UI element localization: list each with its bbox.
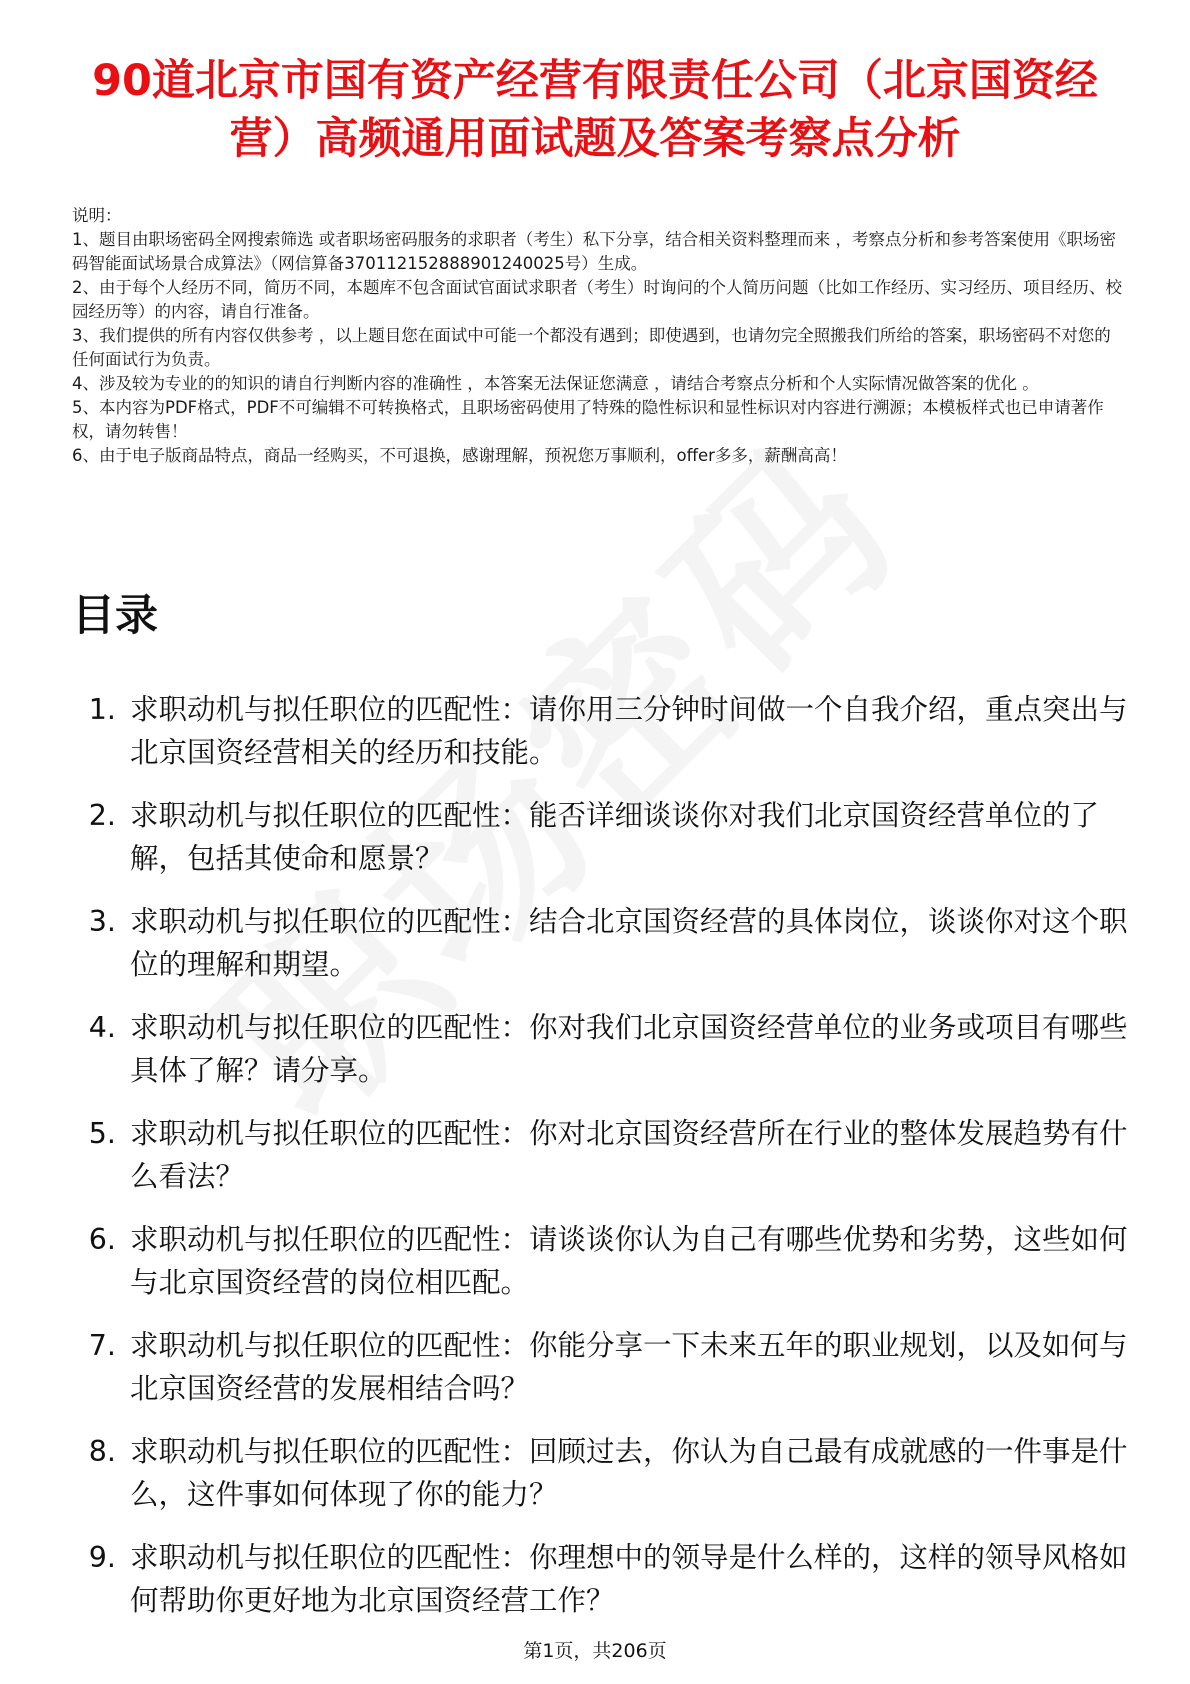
note-item: 5、本内容为PDF格式，PDF不可编辑不可转换格式，且职场密码使用了特殊的隐性标识和显性标识对内容进行溯源；本模板样式也已申请著作权，请勿转售！ bbox=[72, 398, 1104, 441]
toc-item[interactable] bbox=[72, 1324, 1132, 1410]
toc-item-text: 求职动机与拟任职位的匹配性：你理想中的领导是什么样的，这样的领导风格如何帮助你更好地为北京国资经营工作？ bbox=[130, 1541, 1128, 1617]
toc-item-text: 求职动机与拟任职位的匹配性：你对北京国资经营所在行业的整体发展趋势有什么看法？ bbox=[130, 1117, 1128, 1193]
toc-item[interactable] bbox=[72, 1112, 1132, 1198]
note-item: 1、题目由职场密码全网搜索筛选 或者职场密码服务的求职者（考生）私下分享，结合相关资料整理而来 ，考察点分析和参考答案使用《职场密码智能面试场景合成算法》（网信算备370112152888901240025号）生成。 bbox=[72, 230, 1116, 273]
toc-item[interactable] bbox=[72, 794, 1132, 880]
note-item: 3、我们提供的所有内容仅供参考 ，以上题目您在面试中可能一个都没有遇到；即使遇到，也请勿完全照搬我们所给的答案，职场密码不对您的任何面试行为负责。 bbox=[72, 326, 1111, 369]
toc-item-number: 5. bbox=[88, 1117, 116, 1150]
notes-section bbox=[72, 204, 1122, 468]
toc-item-number: 6. bbox=[88, 1223, 116, 1256]
toc-item-number: 7. bbox=[88, 1329, 116, 1362]
note-item: 2、由于每个人经历不同，简历不同，本题库不包含面试官面试求职者（考生）时询问的个人简历问题（比如工作经历、实习经历、项目经历、校园经历等）的内容，请自行准备。 bbox=[72, 278, 1122, 321]
toc-item-text: 求职动机与拟任职位的匹配性：你对我们北京国资经营单位的业务或项目有哪些具体了解？请分享。 bbox=[130, 1011, 1128, 1087]
toc-item[interactable] bbox=[72, 1218, 1132, 1304]
toc-item-number: 2. bbox=[88, 799, 116, 832]
toc-item-text: 求职动机与拟任职位的匹配性：请谈谈你认为自己有哪些优势和劣势，这些如何与北京国资经营的岗位相匹配。 bbox=[130, 1223, 1128, 1299]
note-item: 4、涉及较为专业的的知识的请自行判断内容的准确性 ，本答案无法保证您满意 ，请结合考察点分析和个人实际情况做答案的优化 。 bbox=[72, 374, 1039, 393]
toc-item-text: 求职动机与拟任职位的匹配性：能否详细谈谈你对我们北京国资经营单位的了解，包括其使命和愿景？ bbox=[130, 799, 1100, 875]
toc-item[interactable] bbox=[72, 1536, 1132, 1622]
toc-item-number: 3. bbox=[88, 905, 116, 938]
toc-item-number: 9. bbox=[88, 1541, 116, 1574]
toc-item-number: 8. bbox=[88, 1435, 116, 1468]
toc-item[interactable] bbox=[72, 1006, 1132, 1092]
toc-item[interactable] bbox=[72, 1430, 1132, 1516]
toc-list bbox=[72, 688, 1132, 1642]
toc-item[interactable] bbox=[72, 688, 1132, 774]
toc-item-text: 求职动机与拟任职位的匹配性：结合北京国资经营的具体岗位，谈谈你对这个职位的理解和期望。 bbox=[130, 905, 1128, 981]
document-title: 90道北京市国有资产经营有限责任公司（北京国资经营）高频通用面试题及答案考察点分析 bbox=[92, 56, 1098, 164]
toc-item[interactable] bbox=[72, 900, 1132, 986]
toc-heading: 目录 bbox=[72, 591, 158, 641]
notes-label: 说明： bbox=[72, 206, 122, 225]
toc-item-number: 1. bbox=[88, 693, 116, 726]
note-item: 6、由于电子版商品特点，商品一经购买，不可退换，感谢理解，预祝您万事顺利，offer多多，薪酬高高！ bbox=[72, 446, 847, 465]
toc-item-number: 4. bbox=[88, 1011, 116, 1044]
page-footer: 第1页，共206页 bbox=[523, 1640, 667, 1662]
toc-item-text: 求职动机与拟任职位的匹配性：你能分享一下未来五年的职业规划，以及如何与北京国资经营的发展相结合吗？ bbox=[130, 1329, 1128, 1405]
toc-item-text: 求职动机与拟任职位的匹配性：请你用三分钟时间做一个自我介绍，重点突出与北京国资经营相关的经历和技能。 bbox=[130, 693, 1128, 769]
toc-item-text: 求职动机与拟任职位的匹配性：回顾过去，你认为自己最有成就感的一件事是什么，这件事如何体现了你的能力？ bbox=[130, 1435, 1128, 1511]
